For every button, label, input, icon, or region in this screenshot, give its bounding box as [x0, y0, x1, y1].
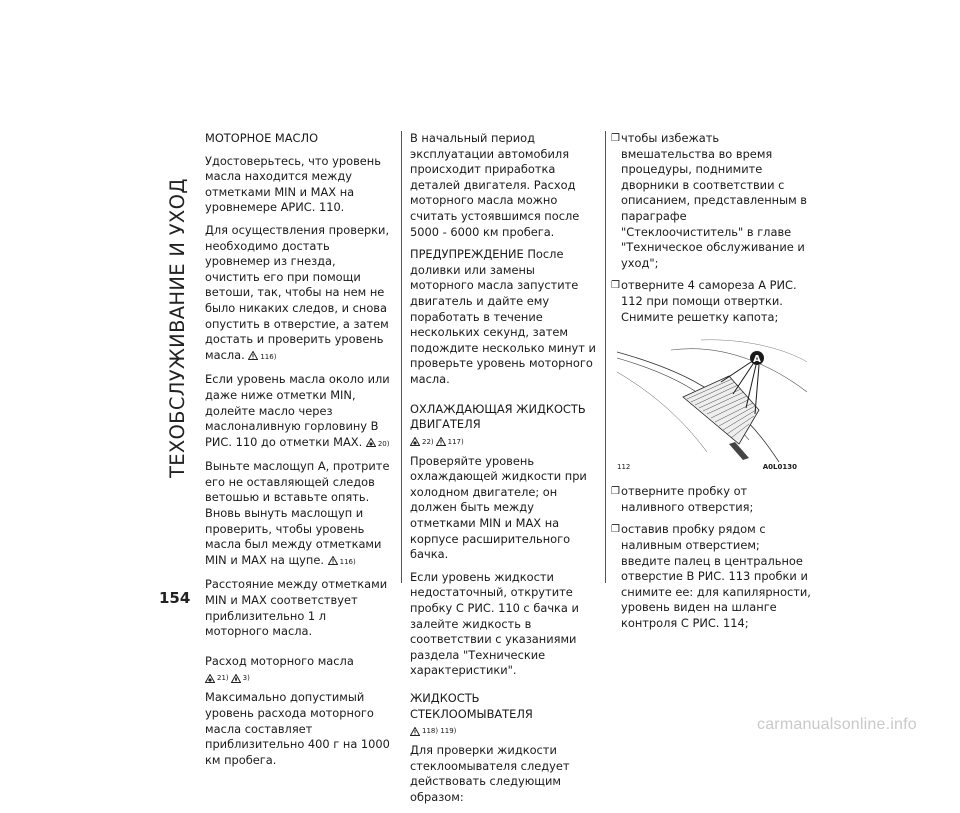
reference: 117): [447, 437, 464, 446]
figure-112: [611, 332, 807, 474]
paragraph: Проверяйте уровень охлаждающей жидкости при холодном двигателе; он должен быть между отметками MIN и MAX на корпусе расширительного бачка.: [410, 453, 587, 562]
heading-engine-oil: МОТОРНОЕ МАСЛО: [205, 131, 319, 145]
section-title: ТЕХОБСЛУЖИВАНИЕ И УХОД: [166, 178, 189, 478]
list-item-text: отверните пробку от наливного отверстия;: [621, 484, 754, 514]
warning-triangle-icon: [248, 351, 258, 360]
environment-icon: [366, 438, 376, 447]
paragraph: [205, 223, 391, 365]
paragraph-text: Для осуществления проверки, необходимо достать уровнемер из гнезда, очистить его при помощи ветоши, так, чтобы на нем не было никаких следов, и снова опустить в отверстие, а затем достать и проверить уровень масла.: [205, 222, 390, 362]
reference: 116): [260, 352, 277, 361]
paragraph: Максимально допустимый уровень расхода моторного масла составляет приблизительно 400 г на 1000 км пробега.: [205, 690, 390, 767]
paragraph-text: Если уровень масла около или даже ниже отметки MIN, долейте масло через маслоналивную горловину В РИС. 110 до отметки MAX.: [205, 372, 390, 449]
paragraph-text: Выньте маслощуп А, протрите его не оставляющей следов ветошью и вставьте опять. Вновь вынуть маслощуп и проверить, чтобы уровень масла был между отметками MIN и MAX на щупе.: [205, 459, 390, 567]
reference: 21): [217, 674, 229, 683]
page-number: 154: [159, 589, 191, 607]
heading-washer-fluid: ЖИДКОСТЬ СТЕКЛООМЫВАТЕЛЯ: [410, 691, 533, 721]
figure-number: 112: [617, 463, 631, 472]
paragraph: [205, 459, 391, 570]
checkbox-bullet-icon: ❒: [611, 280, 620, 292]
reference: 22): [422, 437, 434, 446]
warning-triangle-icon: [328, 556, 338, 565]
watermark: carmanualsonline.info: [757, 716, 917, 733]
figure-code: A0L0130: [762, 463, 797, 472]
paragraph: Если уровень жидкости недостаточный, открутите пробку С РИС. 110 с бачка и залейте жидкость в соответствии с указаниями раздела "Технические характеристики".: [410, 569, 579, 678]
list-item: [611, 278, 811, 325]
list-item-text: чтобы избежать вмешательства во время процедуры, поднимите дворники в соответствии с описанием, представленным в параграфе "Стеклоочиститель" в главе "Техническое обслуживание и уход";: [621, 131, 808, 270]
paragraph: ПРЕДУПРЕЖДЕНИЕ После доливки или замены моторного масла запустите двигатель и дайте ему поработать в течение нескольких секунд, затем подождите несколько минут и проверьте уровень моторного масла.: [410, 247, 596, 386]
reference-row: [410, 724, 600, 738]
paragraph: Удостоверьтесь, что уровень масла находится между отметками MIN и MAX на уровнемере АРИС. 110.: [205, 153, 381, 215]
environment-icon: [205, 674, 215, 683]
leaf-icon: [231, 674, 241, 683]
reference: 3): [242, 674, 250, 683]
list-item: [611, 484, 811, 515]
list-item: [611, 131, 811, 271]
column-divider: [401, 131, 402, 583]
reference-row: [205, 671, 391, 685]
column-3: [611, 131, 811, 638]
checkbox-bullet-icon: ❒: [611, 133, 620, 144]
warning-triangle-icon: [436, 437, 446, 446]
paragraph: Расстояние между отметками MIN и MAX соответствует приблизительно 1 л моторного масла.: [205, 577, 388, 639]
paragraph: [205, 372, 391, 452]
reference: 118) 119): [422, 727, 457, 736]
reference: 20): [377, 439, 390, 448]
reference-row: [410, 435, 600, 449]
list-item: [611, 522, 811, 631]
sub-heading-oil-consumption: Расход моторного масла: [205, 653, 354, 668]
column-1: [205, 131, 391, 775]
figure-label: A: [753, 354, 761, 366]
column-divider: [605, 131, 606, 583]
checkbox-bullet-icon: ❒: [611, 524, 620, 536]
column-2: [410, 131, 600, 813]
environment-icon: [410, 437, 420, 446]
hood-grille-illustration: [611, 332, 807, 474]
paragraph: В начальный период эксплуатации автомобиля происходит приработка деталей двигателя. Расход моторного масла можно считать устоявшимся после 5000 - 6000 км пробега.: [410, 131, 580, 239]
warning-triangle-icon: [410, 727, 420, 736]
checkbox-bullet-icon: ❒: [611, 486, 620, 498]
reference: 116): [339, 557, 356, 566]
list-item-text: оставив пробку рядом с наливным отверстием; введите палец в центральное отверстие В РИС. 113 пробки и снимите ее: для капилярности, уровень виден на шланге контроля С РИС. 114;: [621, 522, 811, 630]
paragraph: Для проверки жидкости стеклоомывателя следует действовать следующим образом:: [410, 743, 570, 804]
list-item-text: отверните 4 самореза А РИС. 112 при помощи отвертки. Снимите решетку капота;: [621, 278, 797, 324]
heading-coolant: ОХЛАЖДАЮЩАЯ ЖИДКОСТЬ ДВИГАТЕЛЯ: [410, 401, 586, 432]
